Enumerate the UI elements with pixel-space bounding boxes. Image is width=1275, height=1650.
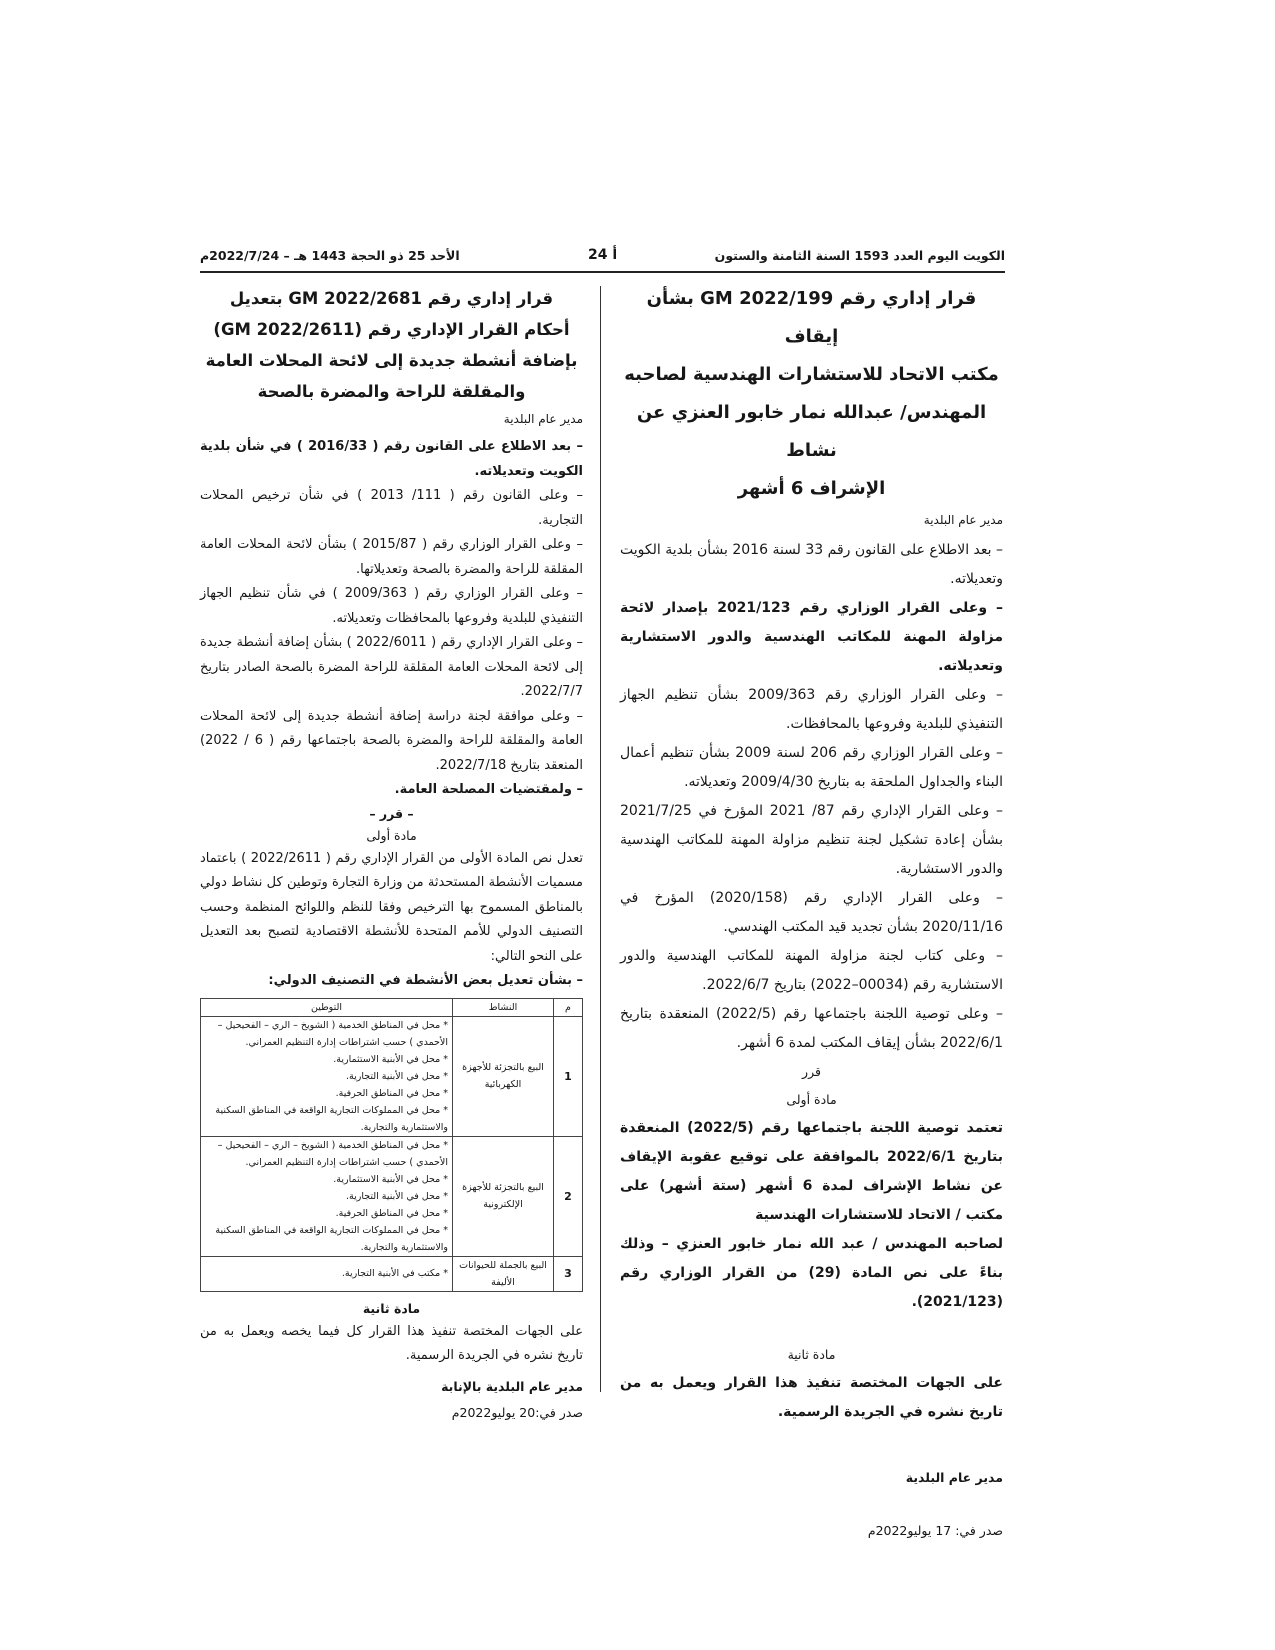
activity-cell: البيع بالجملة للحيوانات الأليفة: [453, 1256, 554, 1291]
table-row: [201, 1016, 583, 1136]
issuer: مدير عام البلدية: [503, 412, 583, 426]
table-header-row: [201, 998, 583, 1016]
table-row: [201, 1136, 583, 1256]
preamble-clause: – وعلى القرار الوزاري رقم 2021/123 بإصدار لائحة مزاولة المهنة للمكاتب الهندسية والدور الاستشارية وتعديلاته.: [620, 600, 1003, 674]
localization-item: * محل في المملوكات التجارية الواقعة في المناطق السكنية والاستثمارية والتجارية.: [215, 1224, 448, 1253]
signature: مدير عام البلدية: [905, 1470, 1003, 1485]
page-header: [200, 245, 1005, 267]
localization-cell: [201, 1256, 453, 1291]
table-row: [201, 1256, 583, 1291]
article-1-text: تعتمد توصية اللجنة باجتماعها رقم (2022/5) المنعقدة بتاريخ 2022/6/1 بالموافقة على توقيع عقوبة الإيقاف عن نشاط الإشراف لمدة 6 أشهر (ستة أشهر) على مكتب / الاتحاد للاستشارات الهندسية: [620, 1120, 1003, 1223]
decision-title: [200, 283, 583, 407]
publication-info: الكويت اليوم العدد 1593 السنة الثامنة والستون: [714, 248, 1005, 263]
header-rule: [200, 271, 1005, 273]
decision-gm-199-column: [620, 280, 1003, 1545]
preamble-clause: – بعد الاطلاع على القانون رقم 33 لسنة 2016 بشأن بلدية الكويت وتعديلاته.: [620, 542, 1004, 587]
article-1-text: تعدل نص المادة الأولى من القرار الإداري رقم ( 2022/2611 ) باعتماد مسميات الأنشطة المستحدثة من وزارة التجارة وتوطين كل نشاط دولي بالمناطق المسموح بها الترخيص وفقا للنظم واللوائح المنظمة وحسب التصنيف الدولي للأمم المتحدة للأنشطة الاقتصادية لتصبح بعد التعديل على النحو التالي:: [200, 850, 583, 964]
preamble-clause: – ولمقتضيات المصلحة العامة.: [394, 782, 583, 797]
title-line: أحكام القرار الإداري رقم (GM 2022/2611): [213, 320, 570, 339]
localization-item: * محل في الأبنية الاستثمارية.: [333, 1173, 448, 1185]
preamble-clause: – وعلى القرار الإداري رقم 87/ 2021 المؤرخ في 2021/7/25 بشأن إعادة تشكيل لجنة تنظيم مزاولة المهنة للمكاتب الهندسية والدور الاستشارية.: [620, 803, 1003, 877]
article-2-text: على الجهات المختصة تنفيذ هذا القرار كل فيما يخصه ويعمل به من تاريخ نشره في الجريدة الرسمية.: [200, 1323, 583, 1363]
article-1-heading: مادة أولى: [366, 827, 417, 843]
localization-item: * محل في المملوكات التجارية الواقعة في المناطق السكنية والاستثمارية والتجارية.: [215, 1104, 448, 1133]
title-line: قرار إداري رقم GM 2022/2681 بتعديل: [229, 289, 554, 308]
row-number: 1: [554, 1016, 583, 1136]
localization-item: * محل في المناطق الخدمية ( الشويخ – الري – الفحيحيل – الأحمدي ) حسب اشتراطات إدارة التنظيم العمراني.: [217, 1019, 448, 1048]
issued-date: صدر في:20 يوليو2022م: [451, 1405, 583, 1420]
preamble-clause: – وعلى كتاب لجنة مزاولة المهنة للمكاتب الهندسية والدور الاستشارية رقم (00034–2022) بتاريخ 2022/6/7.: [620, 948, 1003, 993]
column-header-activity: النشاط: [453, 998, 554, 1016]
article-2-heading: مادة ثانية: [362, 1300, 421, 1316]
preamble-clause: – وعلى القرار الإداري رقم ( 2022/6011 ) بشأن إضافة أنشطة جديدة إلى لائحة المحلات العامة المقلقة للراحة المضرة بالصحة الصادر بتاريخ 2022/7/7.: [200, 635, 584, 699]
row-number: 2: [554, 1136, 583, 1256]
title-line: بإضافة أنشطة جديدة إلى لائحة المحلات العامة: [205, 351, 578, 370]
title-line: قرار إداري رقم GM 2022/199 بشأن إيقاف: [646, 288, 977, 347]
page-number: أ 24: [588, 247, 618, 263]
title-line: الإشراف 6 أشهر: [737, 478, 886, 499]
issue-date: الأحد 25 ذو الحجة 1443 هـ – 2022/7/24م: [200, 248, 460, 263]
localization-item: * محل في الأبنية التجارية.: [345, 1190, 448, 1202]
preamble-clause: – وعلى القرار الوزاري رقم ( 2009/363 ) في شأن تنظيم الجهاز التنفيذي للبلدية وفروعها بالمحافظات وتعديلاته.: [200, 586, 583, 626]
localization-item: * محل في الأبنية التجارية.: [345, 1070, 448, 1082]
preamble-clause: – وعلى القرار الوزاري رقم 2009/363 بشأن تنظيم الجهاز التنفيذي للبلدية وفروعها بالمحافظات.: [620, 687, 1003, 732]
preamble-clause: – وعلى موافقة لجنة دراسة إضافة أنشطة جديدة إلى لائحة المحلات العامة والمقلقة للراحة والمضرة بالصحة باجتماعها رقم ( 6 / 2022) المنعقد بتاريخ 2022/7/18.: [200, 708, 583, 773]
amendment-intro: – بشأن تعديل بعض الأنشطة في التصنيف الدولي:: [268, 973, 583, 988]
localization-cell: [201, 1016, 453, 1136]
article-2-text: على الجهات المختصة تنفيذ هذا القرار ويعمل به من تاريخ نشره في الجريدة الرسمية.: [620, 1375, 1003, 1420]
decision-title: [620, 280, 1003, 508]
decided-heading: قرر: [802, 1064, 821, 1079]
activities-table: [200, 998, 583, 1292]
localization-item: * محل في المناطق الخدمية ( الشويخ – الري – الفحيحيل – الأحمدي ) حسب اشتراطات إدارة التنظيم العمراني.: [217, 1139, 448, 1168]
preamble-clause: – وعلى القرار الوزاري رقم ( 2015/87 ) بشأن لائحة المحلات العامة المقلقة للراحة والمضرة بالصحة وتعديلاتها.: [200, 537, 583, 577]
column-divider: [600, 286, 601, 1392]
localization-item: * مكتب في الأبنية التجارية.: [341, 1268, 448, 1279]
decision-gm-2681-column: [200, 283, 583, 1426]
activity-cell: البيع بالتجزئة للأجهزة الإلكترونية: [453, 1136, 554, 1256]
preamble-clause: – بعد الاطلاع على القانون رقم ( 2016/33 ) في شأن بلدية الكويت وتعديلاته.: [200, 439, 583, 479]
decided-heading: – قرر –: [369, 805, 414, 821]
signature: مدير عام البلدية بالإنابة: [441, 1378, 583, 1394]
issued-date: صدر في: 17 يوليو2022م: [867, 1523, 1003, 1538]
title-line: المهندس/ عبدالله نمار خابور العنزي عن نشاط: [636, 402, 987, 461]
row-number: 3: [554, 1256, 583, 1291]
localization-item: * محل في الأبنية الاستثمارية.: [333, 1053, 448, 1065]
preamble-clause: – وعلى توصية اللجنة باجتماعها رقم (2022/5) المنعقدة بتاريخ 2022/6/1 بشأن إيقاف المكتب لمدة 6 أشهر.: [620, 1006, 1003, 1051]
article-1-heading: مادة أولى: [786, 1092, 837, 1107]
article-1-text: لصاحبه المهندس / عبد الله نمار خابور العنزي – وذلك بناءً على نص المادة (29) من القرار الوزاري رقم (2021/123).: [620, 1236, 1003, 1310]
article-2-heading: مادة ثانية: [787, 1347, 836, 1362]
preamble-clause: – وعلى القرار الوزاري رقم 206 لسنة 2009 بشأن تنظيم أعمال البناء والجداول الملحقة به بتاريخ 2009/4/30 وتعديلاته.: [620, 745, 1004, 790]
activity-cell: البيع بالتجزئة للأجهزة الكهربائية: [453, 1016, 554, 1136]
title-line: مكتب الاتحاد للاستشارات الهندسية لصاحبه: [624, 364, 999, 385]
issuer: مدير عام البلدية: [923, 513, 1003, 527]
localization-item: * محل في المناطق الحرفية.: [335, 1087, 448, 1099]
preamble-clause: – وعلى القانون رقم ( 111/ 2013 ) في شأن ترخيص المحلات التجارية.: [200, 488, 584, 528]
title-line: والمقلقة للراحة والمضرة بالصحة: [257, 382, 526, 401]
column-header-localization: التوطين: [201, 998, 453, 1016]
localization-item: * محل في المناطق الحرفية.: [335, 1207, 448, 1219]
preamble-clause: – وعلى القرار الإداري رقم (2020/158) المؤرخ في 2020/11/16 بشأن تجديد قيد المكتب الهندسي.: [620, 890, 1003, 935]
column-header-number: م: [554, 998, 583, 1016]
localization-cell: [201, 1136, 453, 1256]
